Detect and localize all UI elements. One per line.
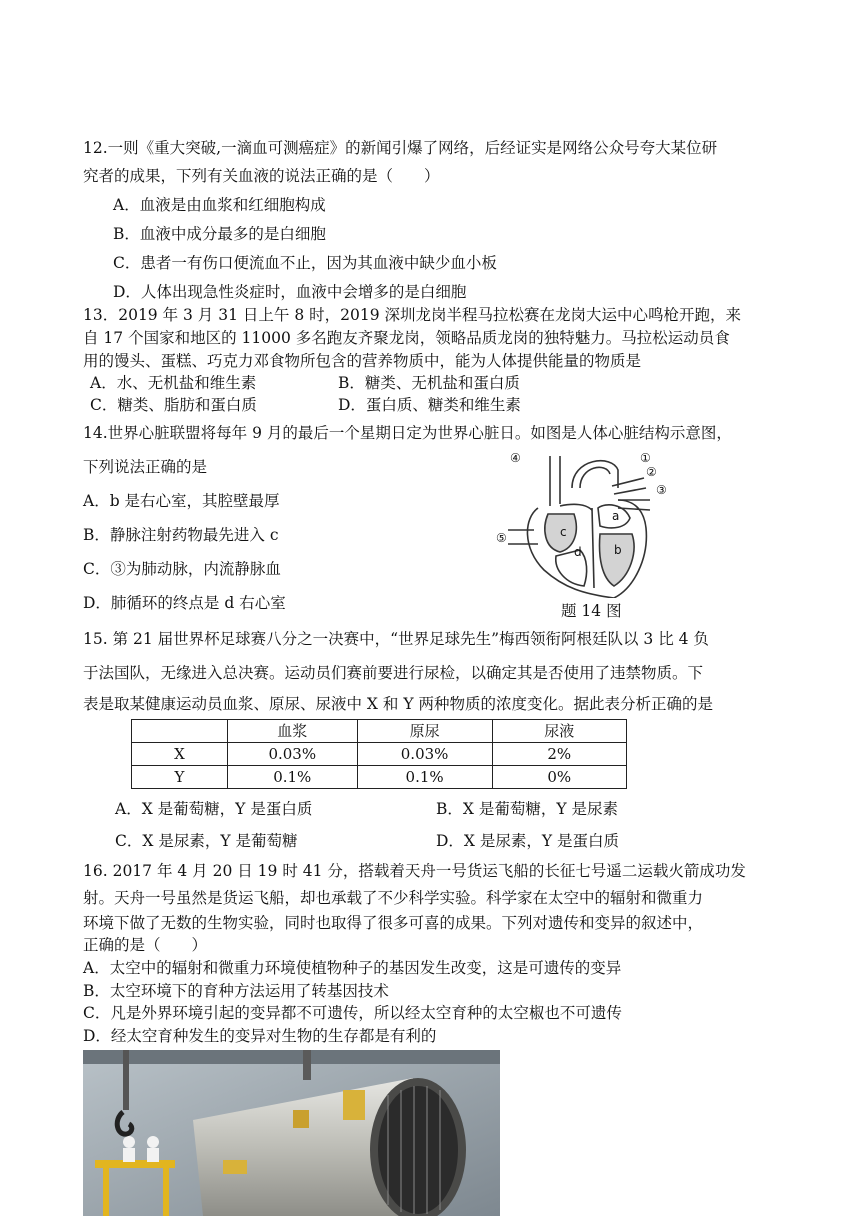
label-1: ① <box>640 451 651 465</box>
table-cell: 2% <box>492 743 627 766</box>
q13-stem-line2: 自 17 个国家和地区的 11000 多名跑友齐聚龙岗，领略品质龙岗的独特魅力。马拉松运动员食 <box>83 329 730 347</box>
q16-stem-line2: 射。天舟一号虽然是货运飞船，却也承载了不少科学实验。科学家在太空中的辐射和微重力 <box>83 889 704 907</box>
q13-option-d: D．蛋白质、糖类和维生素 <box>338 396 521 414</box>
q15-stem-line2: 于法国队，无缘进入总决赛。运动员们赛前要进行尿检，以确定其是否使用了违禁物质。下 <box>83 664 704 682</box>
q16-option-d: D．经太空育种发生的变异对生物的生存都是有利的 <box>83 1027 437 1045</box>
q15-table <box>131 719 627 789</box>
table-cell: 0.03% <box>227 743 357 766</box>
table-row <box>132 766 627 789</box>
q15-stem-line1: 15. 第 21 届世界杯足球赛八分之一决赛中，“世界足球先生”梅西领衔阿根廷队以 3 比 4 负 <box>83 630 709 648</box>
q14-option-b: B．静脉注射药物最先进入 c <box>83 526 279 544</box>
table-cell: Y <box>132 766 228 789</box>
q13-option-a: A．水、无机盐和维生素 <box>90 374 257 392</box>
q12-option-b: B．血液中成分最多的是白细胞 <box>113 225 326 243</box>
q13-stem-line3: 用的馒头、蛋糕、巧克力邓食物所包含的营养物质中，能为人体提供能量的物质是 <box>83 352 642 370</box>
table-cell: 0% <box>492 766 627 789</box>
label-a: a <box>612 509 620 523</box>
q16-option-b: B．太空环境下的育种方法运用了转基因技术 <box>83 982 389 1000</box>
table-header-cell <box>132 720 228 743</box>
q16-stem-line1: 16. 2017 年 4 月 20 日 19 时 41 分，搭载着天舟一号货运飞船的长征七号遥二运载火箭成功发 <box>83 862 746 880</box>
q12-option-d: D．人体出现急性炎症时，血液中会增多的是白细胞 <box>113 283 467 301</box>
q14-option-a: A．b 是右心室，其腔壁最厚 <box>83 492 280 510</box>
label-4: ④ <box>510 451 521 465</box>
table-cell: 0.03% <box>357 743 492 766</box>
heart-diagram <box>494 448 674 598</box>
q14-figure-caption: 题 14 图 <box>561 602 622 620</box>
q16-stem-line3: 环境下做了无数的生物实验，同时也取得了很多可喜的成果。下列对遗传和变异的叙述中， <box>83 914 704 932</box>
table-cell: 0.1% <box>357 766 492 789</box>
label-b: b <box>614 543 622 557</box>
q15-option-c: C．X 是尿素，Y 是葡萄糖 <box>115 832 298 850</box>
q12-option-a: A．血液是由血浆和红细胞构成 <box>113 196 326 214</box>
table-header-row <box>132 720 627 743</box>
label-3: ③ <box>656 483 667 497</box>
q14-option-c: C．③为肺动脉，内流静脉血 <box>83 560 281 578</box>
q14-stem-line1: 14.世界心脏联盟将每年 9 月的最后一个星期日定为世界心脏日。如图是人体心脏结构示意图， <box>83 424 732 442</box>
q14-option-d: D．肺循环的终点是 d 右心室 <box>83 594 286 612</box>
table-header-cell: 原尿 <box>357 720 492 743</box>
q13-stem-line1: 13．2019 年 3 月 31 日上午 8 时，2019 深圳龙岗半程马拉松赛在龙岗大运中心鸣枪开跑，来 <box>83 306 741 324</box>
q14-stem-line2: 下列说法正确的是 <box>83 458 208 476</box>
q12-stem-line1: 12.一则《重大突破,一滴血可测癌症》的新闻引爆了网络，后经证实是网络公众号夸大某位研 <box>83 139 718 157</box>
q15-stem-line3: 表是取某健康运动员血浆、原尿、尿液中 X 和 Y 两种物质的浓度变化。据此表分析正确的是 <box>83 695 713 713</box>
q15-option-d: D．X 是尿素，Y 是蛋白质 <box>436 832 620 850</box>
table-row <box>132 743 627 766</box>
q16-stem-line4: 正确的是（ ） <box>83 936 208 954</box>
q12-option-c: C．患者一有伤口便流血不止，因为其血液中缺少血小板 <box>113 254 497 272</box>
q15-option-b: B．X 是葡萄糖，Y 是尿素 <box>436 800 619 818</box>
table-header-cell: 尿液 <box>492 720 627 743</box>
label-2: ② <box>646 465 657 479</box>
label-5: ⑤ <box>496 531 507 545</box>
q12-stem-line2: 究者的成果，下列有关血液的说法正确的是（ ） <box>83 167 440 185</box>
q13-option-c: C．糖类、脂肪和蛋白质 <box>90 396 257 414</box>
label-c: c <box>560 525 567 539</box>
spacecraft-photo <box>83 1050 500 1216</box>
q13-option-b: B．糖类、无机盐和蛋白质 <box>338 374 520 392</box>
label-d: d <box>574 545 582 559</box>
q15-option-a: A．X 是葡萄糖，Y 是蛋白质 <box>115 800 313 818</box>
q16-option-c: C．凡是外界环境引起的变异都不可遗传，所以经太空育种的太空椒也不可遗传 <box>83 1004 622 1022</box>
table-cell: X <box>132 743 228 766</box>
q16-option-a: A．太空中的辐射和微重力环境使植物种子的基因发生改变，这是可遗传的变异 <box>83 959 622 977</box>
table-cell: 0.1% <box>227 766 357 789</box>
table-header-cell: 血浆 <box>227 720 357 743</box>
